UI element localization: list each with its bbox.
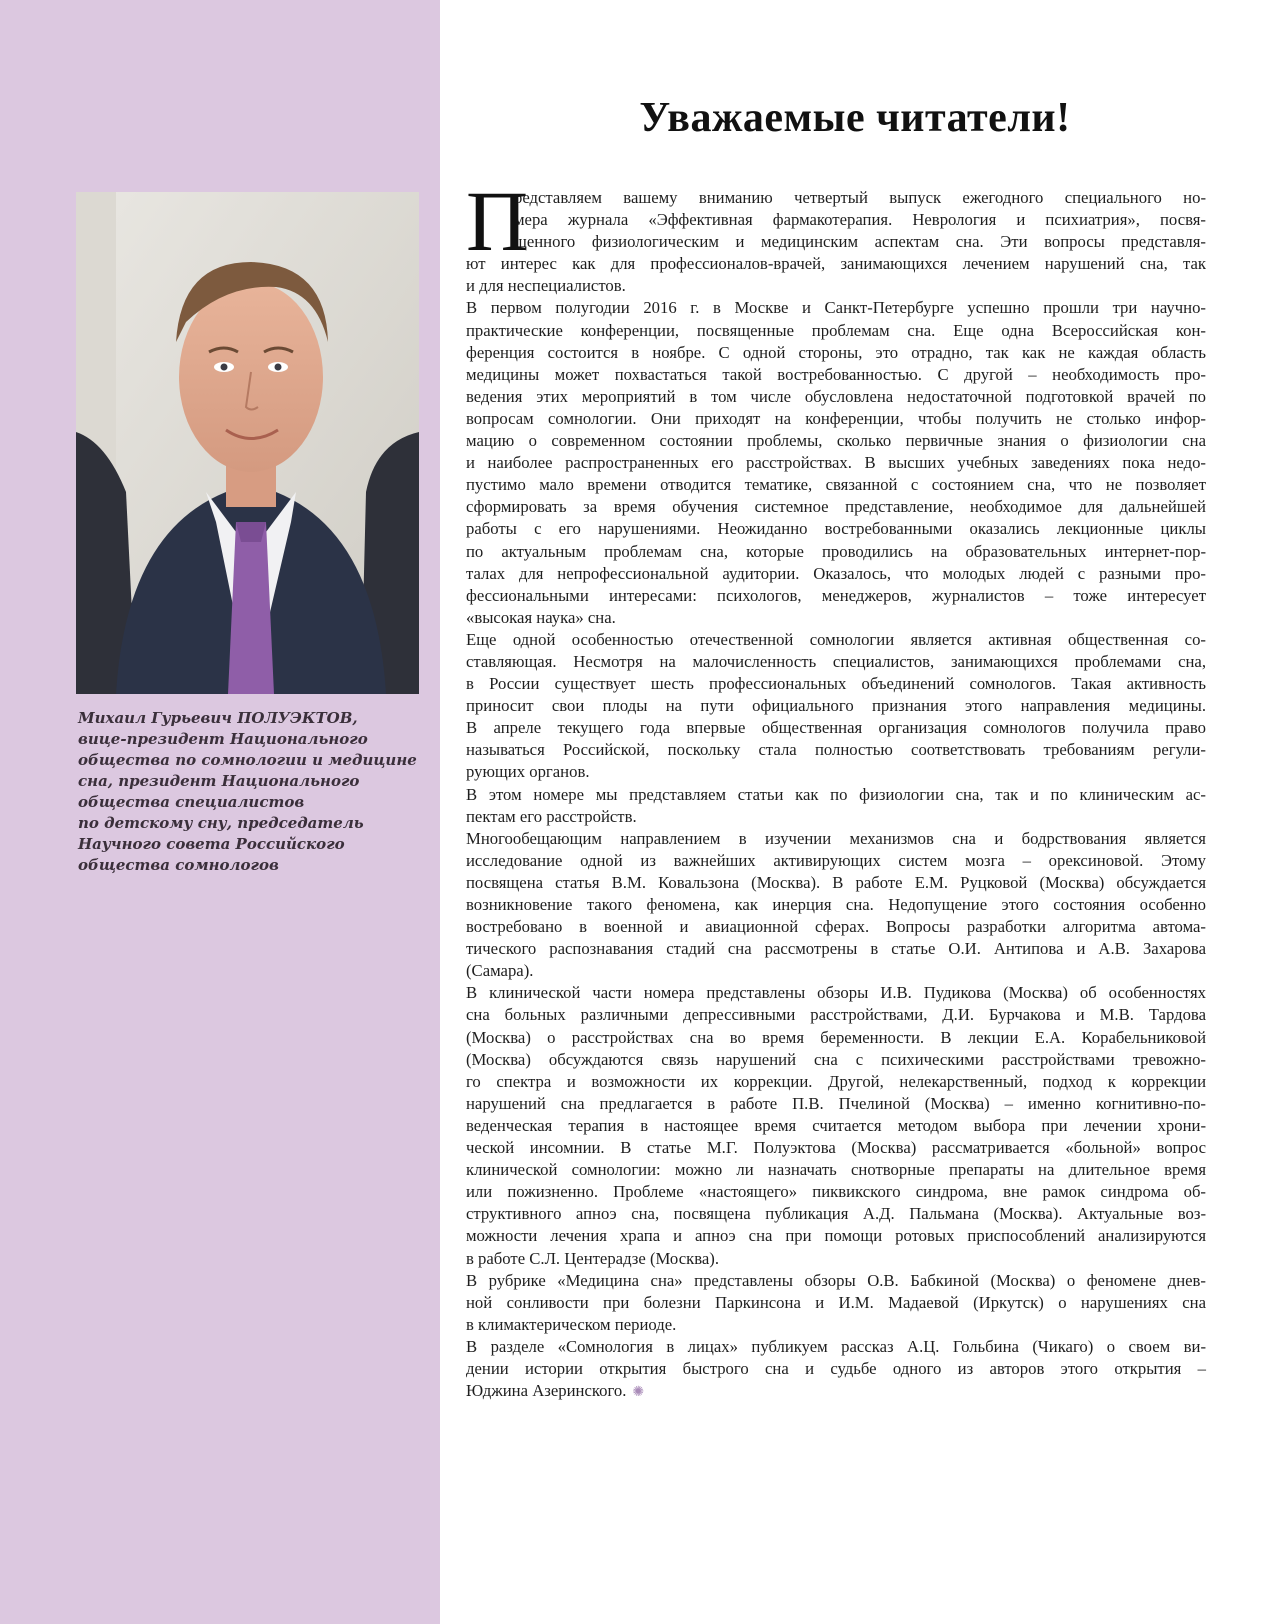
text-line: (Самара). [466,961,534,981]
text-line: или пожизненно. Проблеме «настоящего» пиквикского синдрома, вне рамок синдрома об- [466,1182,1206,1202]
caption-line: общества специалистов [78,793,305,811]
text-line: мера журнала «Эффективная фармакотерапия. Неврология и психиатрия», посвя- [514,210,1206,230]
text-line: называться Российской, поскольку стала полностью соответствовать требованиям регули- [466,740,1206,760]
page-title: Уважаемые читатели! [639,95,1071,141]
text-line: в России существует шесть профессиональных объединений сомнологов. Такая активность [466,674,1206,694]
text-line: практические конференции, посвященные проблемам сна. Еще одна Всероссийская кон- [466,320,1206,340]
text-line: В рубрике «Медицина сна» представлены обзоры О.В. Бабкиной (Москва) о феномене днев- [466,1270,1206,1290]
text-line: В разделе «Сомнология в лицах» публикуем рассказ А.Ц. Гольбина (Чикаго) о своем ви- [466,1336,1206,1356]
text-line: работы с его нарушениями. Неожиданно востребованными оказались лекционные циклы [466,519,1206,539]
drop-cap: П [466,173,529,269]
text-line: клинической сомнологии: можно ли назначать снотворные препараты на длительное время [466,1160,1206,1180]
text-line: в климактерическом периоде. [466,1314,677,1334]
text-line: вопросам сомнологии. Они приходят на конференции, чтобы получить не столько инфор- [466,408,1206,428]
caption-line: сна, президент Национального [78,772,360,790]
text-line: рующих органов. [466,762,590,782]
text-line [466,1380,1206,1404]
text-line: Еще одной особенностью отечественной сомнологии является активная общественная со- [466,629,1206,649]
final-line-text: Юджина Азеринского. [466,1381,627,1401]
text-line: мацию о современном состоянии проблемы, сколько первичные знания о физиологии сна [466,431,1206,451]
text-line: Многообещающим направлением в изучении механизмов сна и бодрствования является [466,828,1206,848]
text-line: щенного физиологическим и медицинским аспектам сна. Эти вопросы представля- [514,232,1206,252]
text-line: востребовано в военной и авиационной сферах. Вопросы разработки алгоритма автома- [466,917,1206,937]
text-line: тического распознавания стадий сна рассмотрены в статье О.И. Антипова и А.В. Захарова [466,939,1206,959]
text-line: (Москва) обсуждаются связь нарушений сна с психическими расстройствами тревожно- [466,1049,1206,1069]
text-line: сна больных различными депрессивными расстройствами, Д.И. Бурчакова и М.В. Тардова [466,1005,1206,1025]
caption-line: по детскому сну, председатель [78,814,364,832]
text-line: В апреле текущего года впервые общественная организация сомнологов получила право [466,718,1206,738]
text-line: в работе С.Л. Центерадзе (Москва). [466,1248,720,1268]
text-line: и наиболее распространенных его расстройствах. В высших учебных заведениях пока недо- [466,453,1206,473]
author-portrait [76,192,419,694]
text-line: (Москва) о расстройствах сна во время беременности. В лекции Е.А. Корабельниковой [466,1027,1206,1047]
text-line: В первом полугодии 2016 г. в Москве и Санкт-Петербурге успешно прошли три научно- [466,298,1206,318]
author-caption [78,708,417,876]
text-line: ведения этих мероприятий в том числе обусловлена недостаточной подготовкой врачей по [466,386,1206,406]
text-line: исследование одной из важнейших активирующих систем мозга – орексиновой. Этому [466,850,1206,870]
text-line: дении истории открытия быстрого сна и судьбе одного из авторов этого открытия – [466,1358,1206,1378]
caption-line: вице-президент Национального [78,730,368,748]
text-line: ют интерес как для профессионалов-врачей, занимающихся лечением нарушений сна, так [466,254,1206,274]
caption-line: Научного совета Российского [78,835,345,853]
text-line: «высокая наука» сна. [466,607,616,627]
text-line: фессиональными интересами: психологов, менеджеров, журналистов – тоже интересует [466,585,1206,605]
text-line: нарушений сна предлагается в работе П.В. Пчелиной (Москва) – именно когнитивно-по- [466,1093,1206,1113]
text-line: ной сонливости при болезни Паркинсона и И.М. Мадаевой (Иркутск) о нарушениях сна [466,1292,1206,1312]
text-line: талах для непрофессиональной аудитории. Оказалось, что молодых людей с разными про- [466,563,1206,583]
text-line: медицины может похвастаться такой востребованностью. С другой – необходимость про- [466,364,1206,384]
caption-line: общества сомнологов [78,856,279,874]
text-line: ческой инсомнии. В статье М.Г. Полуэктова (Москва) рассматривается «больной» вопрос [466,1138,1206,1158]
caption-line: Михаил Гурьевич ПОЛУЭКТОВ, [78,709,358,727]
text-line: В клинической части номера представлены обзоры И.В. Пудикова (Москва) об особенностях [466,983,1206,1003]
text-line: пустимо мало времени отводится тематике, связанной с состоянием сна, что не позволяет [466,475,1206,495]
text-line: редставляем вашему вниманию четвертый выпуск ежегодного специального но- [514,188,1206,207]
text-line: посвящена статья В.М. Ковальзона (Москва). В работе Е.М. Руцковой (Москва) обсуждается [466,872,1206,892]
caption-line: общества по сомнологии и медицине [78,751,417,769]
text-line: приносит свои плоды на пути официального признания этого направления медицины. [466,696,1206,716]
text-line: можности лечения храпа и апноэ сна при помощи ротовых приспособлений анализируются [466,1226,1206,1246]
text-line: ставляющая. Несмотря на малочисленность специалистов, занимающихся проблемами сна, [466,651,1206,671]
text-line: возникновение такого феномена, как инерция сна. Недопущение этого состояния особенно [466,895,1206,914]
text-line: по актуальным проблемам сна, которые проводились на образовательных интернет-пор- [466,541,1206,561]
text-line: веденческая терапия в настоящее время считается методом выбора при лечении хрони- [466,1115,1206,1135]
text-line: и для неспециалистов. [466,276,626,296]
article-body [466,173,1206,1404]
text-line: структивного апноэ сна, посвящена публикация А.Д. Пальмана (Москва). Актуальные воз- [466,1204,1206,1224]
text-line: В этом номере мы представляем статьи как по физиологии сна, так и по клиническим ас- [466,784,1206,804]
text-line: ференция состоится в ноябре. С одной стороны, это отрадно, так как не каждая область [466,342,1206,362]
text-line: го спектра и возможности их коррекции. Другой, нелекарственный, подход к коррекции [466,1071,1206,1091]
text-line: пектам его расстройств. [466,806,637,826]
flower-ornament-icon: ✺ [632,1385,645,1401]
text-line: сформировать за время обучения системное представление, необходимое для дальнейшей [466,497,1206,517]
